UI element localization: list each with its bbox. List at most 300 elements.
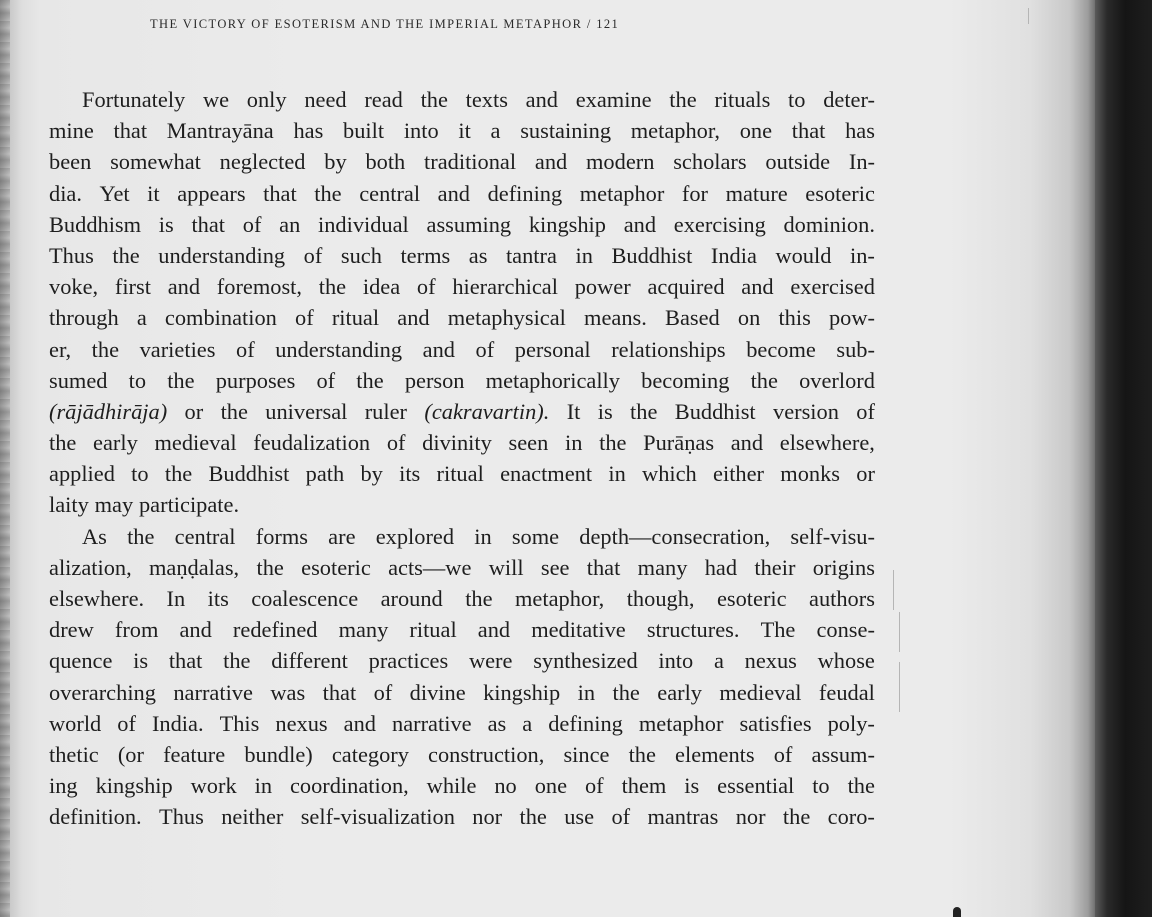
word: the [628,741,656,767]
word: is [158,211,174,237]
text-line [49,614,875,645]
word: coro- [827,804,875,830]
word: mature [725,180,788,206]
word: and [525,87,558,112]
word: combination [164,305,277,331]
word: Buddhist [611,242,693,268]
word: by [324,149,347,175]
word: the [49,430,77,456]
word: built [343,118,385,144]
word: and [179,617,212,643]
word: is [597,398,613,424]
word: esoteric [716,586,787,611]
word: the [318,274,347,300]
word: it [458,118,471,144]
word: feature [163,741,226,767]
word: texts [465,87,508,112]
word: narrative [392,710,472,736]
word: central [174,523,236,549]
word: voke, [49,274,99,300]
word: of [386,430,406,456]
word: participate. [138,492,240,518]
word: exercising [673,211,766,237]
word: neither [221,804,284,830]
text-line [49,677,875,708]
word: appears [177,180,246,206]
word: and [167,274,201,300]
word: both [365,149,406,175]
word: ing [49,773,78,799]
word: a [490,118,501,144]
word: only [246,87,287,112]
word: its [399,461,421,487]
word: and [422,336,455,362]
word: the [465,586,493,611]
word: of [236,336,255,362]
word: path [305,461,345,487]
word: of [242,211,262,237]
word: of [584,773,604,799]
word: the [223,648,251,674]
word: may [94,492,134,518]
word: meditative [531,617,626,643]
word: this [778,305,811,331]
word: means. [584,305,647,331]
word: the [127,523,155,549]
word: definition. [49,804,142,830]
word: neglected [219,149,306,175]
word: ritual [331,305,380,331]
word: would [775,242,832,268]
word: monks [780,461,840,487]
word: laity [49,492,89,518]
word: category [331,741,409,767]
word: the [420,87,448,112]
margin-mark [1028,8,1029,24]
word: quence [49,648,113,674]
word: essential [717,773,795,799]
word: of [856,398,875,424]
word: while [426,773,477,799]
word: assum- [811,741,875,767]
word: for [681,180,708,206]
word: The [760,617,796,643]
word: from [114,617,159,643]
word: and [623,211,657,237]
word: divinity [422,430,492,456]
word: is [133,648,149,674]
word: seen [508,430,549,456]
word: depth—consecration, [579,523,771,549]
word: into [658,648,694,674]
word: metaphor, [515,586,605,611]
word: nor [472,804,503,830]
word: or [856,461,875,487]
word: metaphor, [630,118,721,144]
word: nexus [744,648,797,674]
text-line [49,458,875,489]
word: Buddhist [208,461,290,487]
word: Buddhist [674,398,756,424]
word: Fortunately [82,87,186,112]
word: applied [49,461,115,487]
word: of [773,741,793,767]
word: practices [368,648,449,674]
word: of [295,305,314,331]
word: and [397,305,430,331]
word: of [611,804,631,830]
word: around [380,586,443,611]
word: the [167,367,195,393]
word: to [812,773,830,799]
text-line [49,427,875,458]
word: somewhat [110,149,201,175]
text-line [49,552,875,583]
word: one [739,118,773,144]
word: mine [49,118,94,144]
word: as [487,710,507,736]
word: synthesized [533,648,638,674]
word: pow- [828,305,875,331]
word: though, [626,586,695,611]
word: work [190,773,237,799]
word: and [534,149,568,175]
word: sustaining [520,118,612,144]
word: in [254,773,273,799]
word: metaphor [579,180,665,206]
word: power [574,274,631,300]
word: and [477,617,511,643]
word: ritual [409,617,457,643]
word: In [166,586,186,611]
word: that [191,211,226,237]
word: no [494,773,517,799]
word: use [564,804,595,830]
word: world [49,710,102,736]
word: which [642,461,697,487]
word: hierarchical [452,274,558,300]
text-line [49,302,875,333]
word: its [207,586,229,611]
word: narrative [173,679,253,705]
word: outside [765,149,831,175]
word: examine [575,87,652,112]
word: divine [409,679,466,705]
text-line [49,770,875,801]
word: medieval [154,430,237,456]
body-text [49,84,875,833]
margin-mark [899,662,900,712]
word: their [754,554,796,580]
word: self-visu- [790,523,875,549]
word: on [737,305,761,331]
word: traditional [424,149,517,175]
word: either [713,461,765,487]
word: into [403,118,439,144]
word: foremost, [216,274,302,300]
word: exercised [790,274,875,300]
word: Purāṇas [643,430,715,456]
word: satisfies [739,710,812,736]
word: since [563,741,610,767]
word: in [577,679,596,705]
word: understanding [158,242,286,268]
word: version [773,398,839,424]
word: in- [849,242,875,268]
word: and [741,274,774,300]
word: of [475,336,495,362]
word: different [271,648,348,674]
text-line [49,84,875,115]
word: This [219,710,260,736]
word: read [364,87,403,112]
word: many [338,617,389,643]
word: universal [265,398,348,424]
text-line [49,489,875,520]
word: ritual [436,461,484,487]
word: tantra [505,242,557,268]
word: the [314,180,342,206]
word: of [416,274,436,300]
word: and [437,180,471,206]
word: authors [809,586,875,611]
word: forms [255,523,308,549]
word: the [112,242,140,268]
word: to [128,367,147,393]
word: poly- [827,710,875,736]
word: drew [49,617,94,643]
word: Based [665,305,720,331]
word: the [599,430,627,456]
word: mantras [647,804,719,830]
word: to [131,461,149,487]
word: Mantrayāna [166,118,274,144]
word: overarching [49,679,156,705]
word: construction, [428,741,545,767]
word: the [669,87,697,112]
word: that [322,679,357,705]
word: elsewhere. [49,586,145,611]
word: structures. [646,617,740,643]
word: the [782,804,811,830]
word: will [488,554,524,580]
word: a [136,305,147,331]
word: in [565,430,583,456]
word: in [608,461,626,487]
text-line [49,645,875,676]
word: a [522,710,533,736]
word: a [713,648,724,674]
word: has [845,118,875,144]
word: acquired [647,274,725,300]
word: we [202,87,230,112]
word: of [316,367,336,393]
word: defining [548,710,623,736]
word: relationships [611,336,726,362]
binding-shadow [0,0,10,917]
word: central [359,180,421,206]
word: metaphysical [447,305,566,331]
word: early [657,679,702,705]
word: metaphorically [485,367,620,393]
word: person [404,367,465,393]
word: that [113,118,148,144]
text-line [49,708,875,739]
word: the [220,398,248,424]
word: conse- [816,617,875,643]
word: (cakravartin). [424,398,550,424]
word: nexus [275,710,328,736]
text-line [49,240,875,271]
book-spine-shadow [1095,0,1152,917]
word: India [710,242,757,268]
word: esoteric [805,180,875,206]
word: to [788,87,806,112]
word: the [847,773,875,799]
text-line [49,801,875,832]
word: the [164,461,193,487]
word: such [340,242,382,268]
word: acts—we [388,554,472,580]
word: sub- [836,336,875,362]
word: understanding [275,336,403,362]
text-line [49,146,875,177]
word: that [586,554,621,580]
text-line [49,521,875,552]
word: terms [400,242,451,268]
text-line [49,739,875,770]
word: dominion. [783,211,875,237]
word: scholars [673,149,747,175]
word: in [474,523,492,549]
word: feudalization [253,430,371,456]
word: and [343,710,376,736]
word: been [49,149,92,175]
word: elements [675,741,755,767]
word: origins [812,554,875,580]
word: kingship [95,773,173,799]
word: through [49,305,119,331]
word: Yet [99,180,130,206]
text-line [49,209,875,240]
word: that [168,648,203,674]
word: of [117,710,136,736]
word: whose [817,648,875,674]
word: the [91,336,120,362]
word: that [791,118,826,144]
word: ruler [364,398,407,424]
word: metaphor [638,710,724,736]
word: the [750,367,778,393]
word: (or [117,741,144,767]
text-line [49,334,875,365]
word: esoteric [301,554,371,580]
word: see [540,554,570,580]
word: of [373,679,393,705]
word: need [304,87,347,112]
word: the [356,367,384,393]
word: er, [49,336,72,362]
text-line [49,365,875,396]
text-line [49,178,875,209]
word: dia. [49,180,82,206]
word: kingship [528,211,606,237]
word: overlord [799,367,875,393]
word: them [621,773,667,799]
text-line [49,583,875,614]
word: individual [317,211,409,237]
word: the [612,679,640,705]
word: modern [586,149,655,175]
word: alization, [49,554,132,580]
word: elsewhere, [779,430,875,456]
word: the [256,554,284,580]
margin-mark [899,612,900,652]
word: bundle) [244,741,313,767]
word: were [468,648,513,674]
word: personal [514,336,591,362]
word: feudal [818,679,875,705]
word: In- [848,149,875,175]
word: the [519,804,547,830]
word: idea [362,274,401,300]
word: sumed [49,367,108,393]
word: medieval [719,679,802,705]
word: varieties [139,336,216,362]
word: kingship [483,679,561,705]
word: enactment [500,461,593,487]
word: was [270,679,306,705]
word: of [303,242,323,268]
word: As [82,523,107,549]
word: in [575,242,593,268]
word: by [360,461,383,487]
word: defining [487,180,563,206]
word: as [468,242,488,268]
word: has [293,118,324,144]
text-line [49,396,875,427]
word: the [630,398,658,424]
word: nor [735,804,766,830]
word: one [534,773,568,799]
word: are [328,523,356,549]
word: Thus [159,804,204,830]
word: (rājādhirāja) [49,398,168,424]
word: early [93,430,138,456]
word: that [263,180,297,206]
word: it [147,180,160,206]
word: Buddhism [49,211,142,237]
word: or [184,398,204,424]
word: coordination, [289,773,409,799]
word: purposes [215,367,296,393]
word: is [684,773,700,799]
word: coalescence [251,586,359,611]
word: self-visualization [300,804,455,830]
text-line [49,271,875,302]
word: It [566,398,581,424]
word: some [511,523,560,549]
word: an [279,211,301,237]
word: maṇḍalas, [149,554,240,580]
word: assuming [426,211,512,237]
word: Thus [49,242,94,268]
word: first [114,274,151,300]
margin-mark [893,570,894,610]
running-head: THE VICTORY OF ESOTERISM AND THE IMPERIAL METAPHOR / 121 [150,17,620,31]
text-line [49,115,875,146]
word: many [637,554,688,580]
